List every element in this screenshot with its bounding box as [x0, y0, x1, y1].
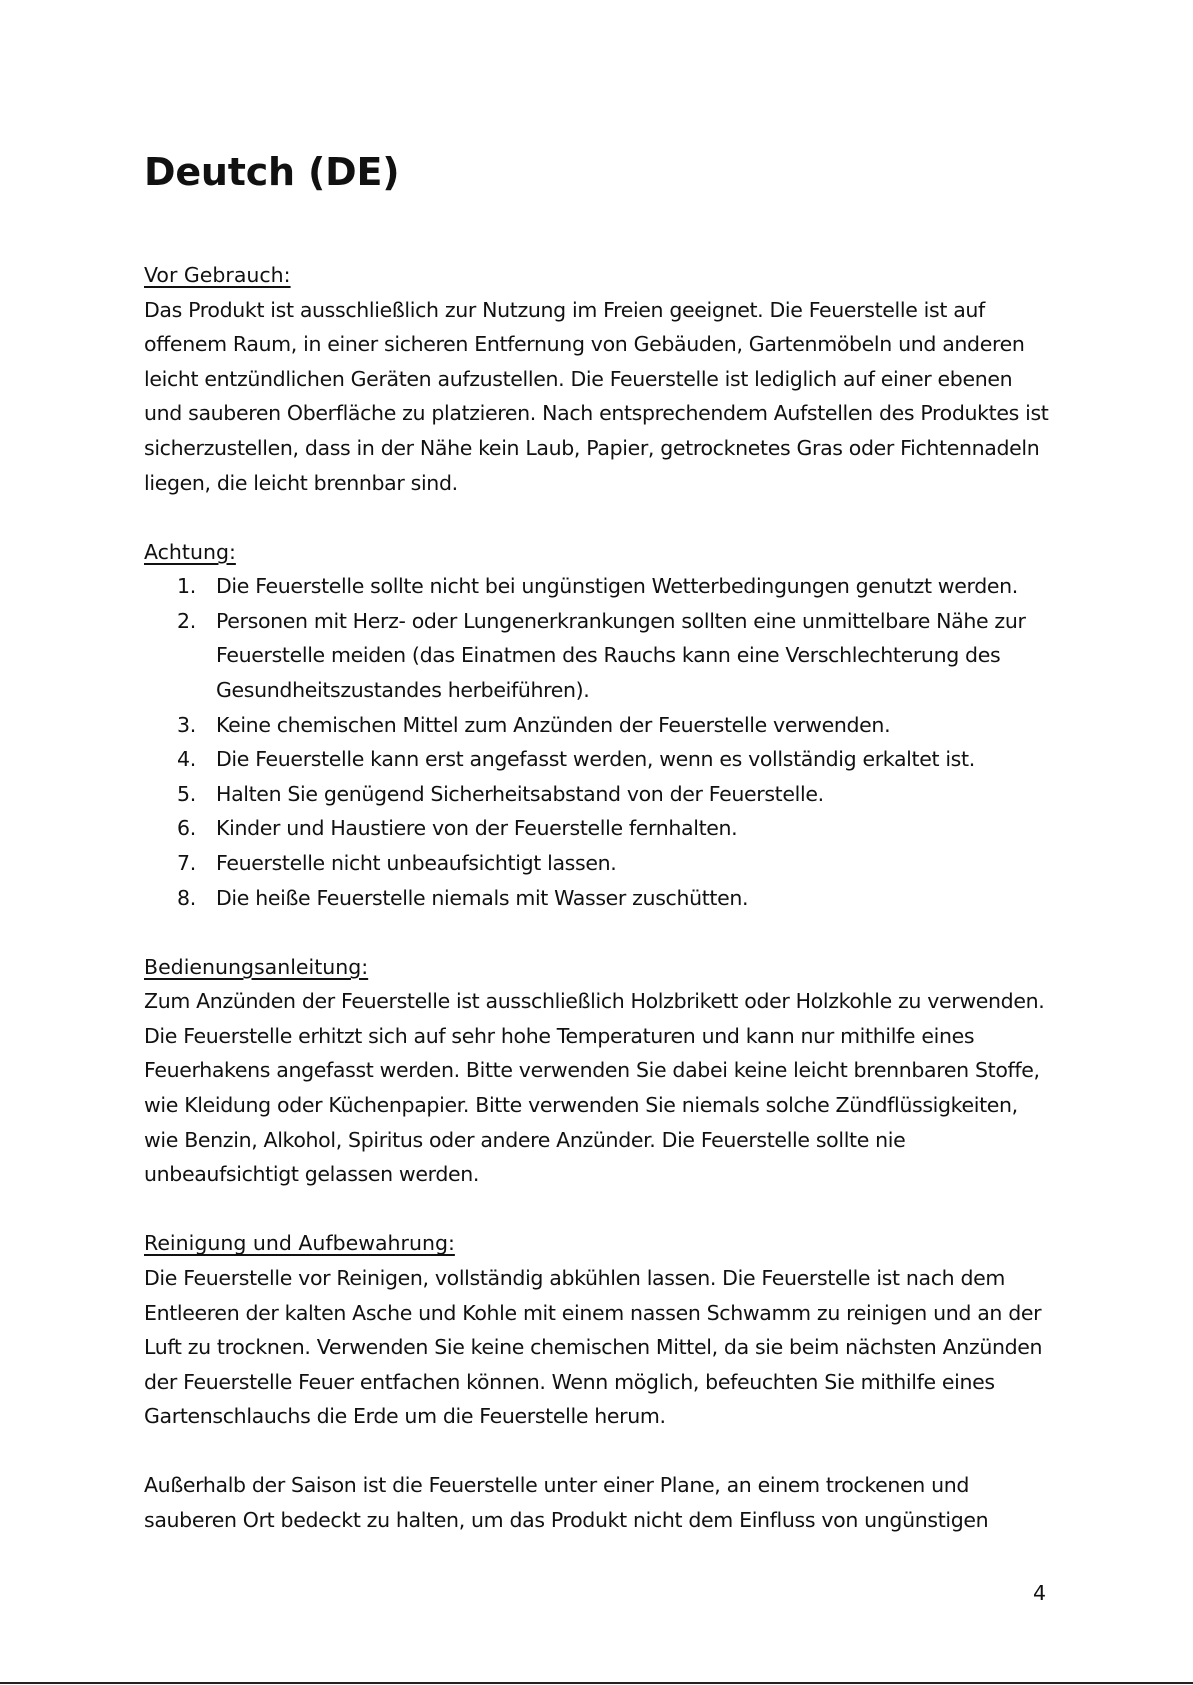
list-item-number: 7. [177, 851, 196, 875]
section-paragraph: Zum Anzünden der Feuerstelle ist ausschließlich Holzbrikett oder Holzkohle zu verwenden. Die Feuerstelle erhitzt sich auf sehr hohe Temperaturen und kann nur mithilfe eines Feuerhakens angefasst werden. Bitte verwenden Sie dabei keine leicht brennbaren Stoffe, wie Kleidung oder Küchenpapier. Bitte verwenden Sie niemals solche Zündflüssigkeiten, wie Benzin, Alkohol, Spiritus oder andere Anzünder. Die Feuerstelle sollte nie unbeaufsichtigt gelassen werden. [144, 989, 1045, 1187]
list-item-number: 8. [177, 885, 196, 910]
list-item-text: Kinder und Haustiere von der Feuerstelle fernhalten. [216, 816, 738, 841]
list-item-number: 6. [177, 816, 196, 841]
list-item [144, 811, 1049, 846]
page-number: 4 [1032, 1581, 1046, 1605]
section-off-season [144, 1468, 1049, 1537]
list-item [144, 604, 1049, 708]
list-item-text: Die Feuerstelle kann erst angefasst werden, wenn es vollständig erkaltet ist. [216, 747, 975, 772]
section-heading: Bedienungsanleitung: [144, 954, 369, 979]
section-paragraph: Außerhalb der Saison ist die Feuerstelle unter einer Plane, an einem trockenen und sauberen Ort bedeckt zu halten, um das Produkt nicht dem Einfluss von ungünstigen [144, 1473, 989, 1532]
page-bottom-edge [0, 1682, 1193, 1684]
list-item-text: Personen mit Herz- oder Lungenerkrankungen sollten eine unmittelbare Nähe zur Feuerstelle meiden (das Einatmen des Rauchs kann eine Verschlechterung des Gesundheitszustandes herbeiführen). [216, 608, 1026, 703]
section-paragraph: Das Produkt ist ausschließlich zur Nutzung im Freien geeignet. Die Feuerstelle ist auf offenem Raum, in einer sicheren Entfernung von Gebäuden, Gartenmöbeln und anderen leicht entzündlichen Geräten aufzustellen. Die Feuerstelle ist lediglich auf einer ebenen und sauberen Oberfläche zu platzieren. Nach entsprechendem Aufstellen des Produktes ist sicherzustellen, dass in der Nähe kein Laub, Papier, getrocknetes Gras oder Fichtennadeln liegen, die leicht brennbar sind. [144, 297, 1049, 495]
page-content [144, 148, 1049, 1572]
list-item-number: 4. [177, 747, 196, 772]
section-heading: Achtung: [144, 539, 236, 564]
list-item [144, 708, 1049, 743]
list-item [144, 777, 1049, 812]
section-operating-instructions [144, 950, 1049, 1192]
list-item-text: Halten Sie genügend Sicherheitsabstand von der Feuerstelle. [216, 781, 824, 806]
list-item [144, 881, 1049, 916]
list-item-number: 2. [177, 608, 196, 633]
section-cleaning-storage [144, 1226, 1049, 1434]
section-warning [144, 535, 1049, 916]
list-item-text: Keine chemischen Mittel zum Anzünden der Feuerstelle verwenden. [216, 712, 891, 737]
section-heading: Vor Gebrauch: [144, 263, 291, 287]
page-title: Deutch (DE) [144, 150, 400, 194]
list-item-number: 3. [177, 712, 196, 737]
section-heading: Reinigung und Aufbewahrung: [144, 1231, 455, 1256]
list-item-number: 5. [177, 781, 196, 806]
list-item-number: 1. [177, 574, 196, 599]
list-item [144, 742, 1049, 777]
list-item-text: Die heiße Feuerstelle niemals mit Wasser zuschütten. [216, 885, 749, 910]
list-item-text: Feuerstelle nicht unbeaufsichtigt lassen. [216, 851, 617, 875]
list-item [144, 569, 1049, 604]
section-before-use [144, 258, 1049, 500]
warning-list [144, 569, 1049, 915]
section-paragraph: Die Feuerstelle vor Reinigen, vollständig abkühlen lassen. Die Feuerstelle ist nach dem Entleeren der kalten Asche und Kohle mit einem nassen Schwamm zu reinigen und an der Luft zu trocknen. Verwenden Sie keine chemischen Mittel, da sie beim nächsten Anzünden der Feuerstelle Feuer entfachen können. Wenn möglich, befeuchten Sie mithilfe eines Gartenschlauchs die Erde um die Feuerstelle herum. [144, 1265, 1043, 1429]
list-item [144, 846, 1049, 881]
list-item-text: Die Feuerstelle sollte nicht bei ungünstigen Wetterbedingungen genutzt werden. [216, 574, 1018, 599]
